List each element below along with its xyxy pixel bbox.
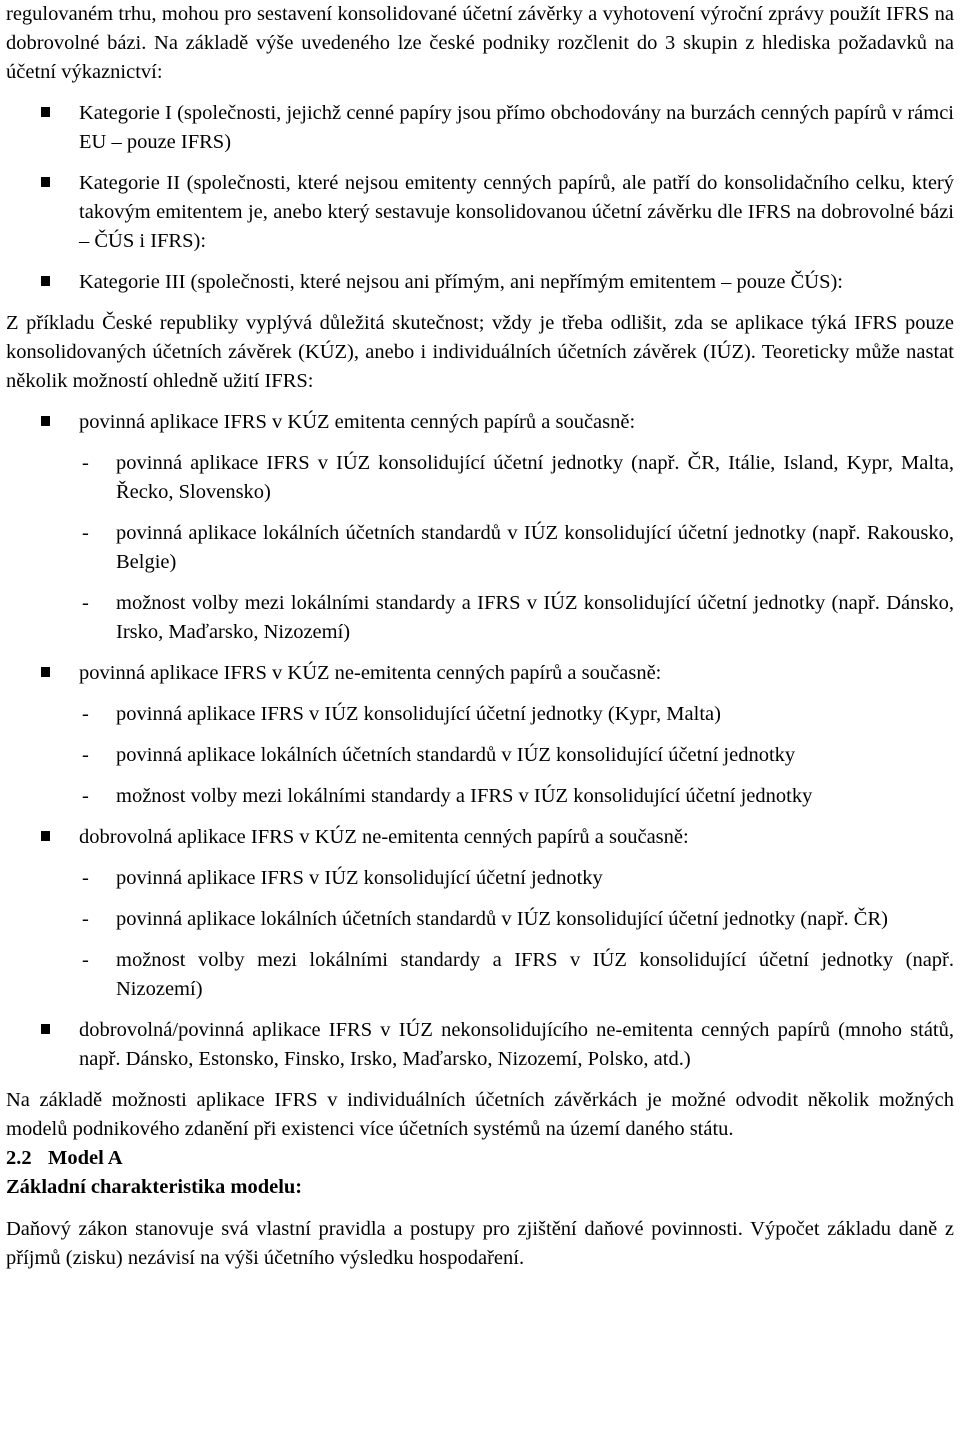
dash-bullet: - (82, 867, 89, 889)
list-item (6, 589, 954, 647)
sub-option-text: povinná aplikace IFRS v IÚZ konsolidující účetní jednotky (116, 867, 603, 889)
option-text: dobrovolná aplikace IFRS v KÚZ ne-emitenta cenných papírů a současně: (79, 826, 689, 848)
sub-option-text: povinná aplikace IFRS v IÚZ konsolidující účetní jednotky (např. ČR, Itálie, Island, Kypr, Malta, Řecko, Slovensko) (116, 452, 954, 503)
list-item (6, 99, 954, 157)
category-list (6, 99, 954, 297)
intro-paragraph: regulovaném trhu, mohou pro sestavení konsolidované účetní závěrky a vyhotovení výroční zprávy použít IFRS na dobrovolné bázi. Na základě výše uvedeného lze české podniky rozčlenit do 3 skupin z hlediska požadavků na účetní výkaznictví: (6, 3, 954, 83)
square-bullet-icon (41, 416, 50, 426)
square-bullet-icon (41, 177, 50, 187)
option-text: dobrovolná/povinná aplikace IFRS v IÚZ nekonsolidujícího ne-emitenta cenných papírů (mnoho států, např. Dánsko, Estonsko, Finsko, Irsko, Maďarsko, Nizozemí, Polsko, atd.) (79, 1019, 954, 1070)
list-item (6, 659, 954, 688)
paragraph-models: Na základě možnosti aplikace IFRS v individuálních účetních závěrkách je možné odvodit několik možných modelů podnikového zdanění při existenci více účetních systémů na území daného státu. (6, 1089, 954, 1140)
list-item (6, 946, 954, 1004)
square-bullet-icon (41, 107, 50, 117)
section-title: Model A (48, 1147, 123, 1169)
sub-option-text: povinná aplikace lokálních účetních standardů v IÚZ konsolidující účetní jednotky (např. ČR) (116, 908, 888, 930)
dash-bullet: - (82, 949, 89, 971)
list-item (6, 268, 954, 297)
dash-bullet: - (82, 908, 89, 930)
list-item (6, 449, 954, 507)
dash-bullet: - (82, 703, 89, 725)
dash-bullet: - (82, 452, 89, 474)
sub-option-text: možnost volby mezi lokálními standardy a IFRS v IÚZ konsolidující účetní jednotky (např. Dánsko, Irsko, Maďarsko, Nizozemí) (116, 592, 954, 643)
list-item (6, 408, 954, 437)
option-text: povinná aplikace IFRS v KÚZ emitenta cenných papírů a současně: (79, 411, 636, 433)
list-item (6, 169, 954, 256)
list-item (6, 741, 954, 770)
section-heading (6, 1144, 954, 1173)
list-item (6, 700, 954, 729)
list-item (6, 864, 954, 893)
dash-bullet: - (82, 744, 89, 766)
sub-option-text: povinná aplikace lokálních účetních standardů v IÚZ konsolidující účetní jednotky (např. Rakousko, Belgie) (116, 522, 954, 573)
square-bullet-icon (41, 1024, 50, 1034)
sub-option-text: povinná aplikace IFRS v IÚZ konsolidující účetní jednotky (Kypr, Malta) (116, 703, 721, 725)
options-list (6, 408, 954, 1074)
dash-bullet: - (82, 592, 89, 614)
option-text: povinná aplikace IFRS v KÚZ ne-emitenta cenných papírů a současně: (79, 662, 662, 684)
paragraph-model-description: Daňový zákon stanovuje svá vlastní pravidla a postupy pro zjištění daňové povinnosti. Výpočet základu daně z příjmů (zisku) nezávisí na výši účetního výsledku hospodaření. (6, 1218, 954, 1269)
dash-bullet: - (82, 522, 89, 544)
list-item (6, 1016, 954, 1074)
list-item (6, 782, 954, 811)
list-item (6, 905, 954, 934)
sub-option-text: možnost volby mezi lokálními standardy a IFRS v IÚZ konsolidující účetní jednotky (např. Nizozemí) (116, 949, 954, 1000)
paragraph-options-intro: Z příkladu České republiky vyplývá důležitá skutečnost; vždy je třeba odlišit, zda se aplikace týká IFRS pouze konsolidovaných účetních závěrek (KÚZ), anebo i individuálních účetních závěrek (IÚZ). Teoreticky může nastat několik možností ohledně užití IFRS: (6, 312, 954, 392)
sub-option-text: možnost volby mezi lokálními standardy a IFRS v IÚZ konsolidující účetní jednotky (116, 785, 813, 807)
category-text: Kategorie II (společnosti, které nejsou emitenty cenných papírů, ale patří do konsolidačního celku, který takovým emitentem je, anebo který sestavuje konsolidovanou účetní závěrku dle IFRS na dobrovolné bázi – ČÚS i IFRS): (79, 172, 954, 252)
category-text: Kategorie I (společnosti, jejichž cenné papíry jsou přímo obchodovány na burzách cenných papírů v rámci EU – pouze IFRS) (79, 102, 954, 153)
dash-bullet: - (82, 785, 89, 807)
subheading: Základní charakteristika modelu: (6, 1176, 303, 1198)
category-text: Kategorie III (společnosti, které nejsou ani přímým, ani nepřímým emitentem – pouze ČÚS): (79, 271, 843, 293)
list-item (6, 519, 954, 577)
square-bullet-icon (41, 276, 50, 286)
section-number: 2.2 (6, 1147, 32, 1169)
square-bullet-icon (41, 667, 50, 677)
sub-option-text: povinná aplikace lokálních účetních standardů v IÚZ konsolidující účetní jednotky (116, 744, 796, 766)
list-item (6, 823, 954, 852)
square-bullet-icon (41, 831, 50, 841)
